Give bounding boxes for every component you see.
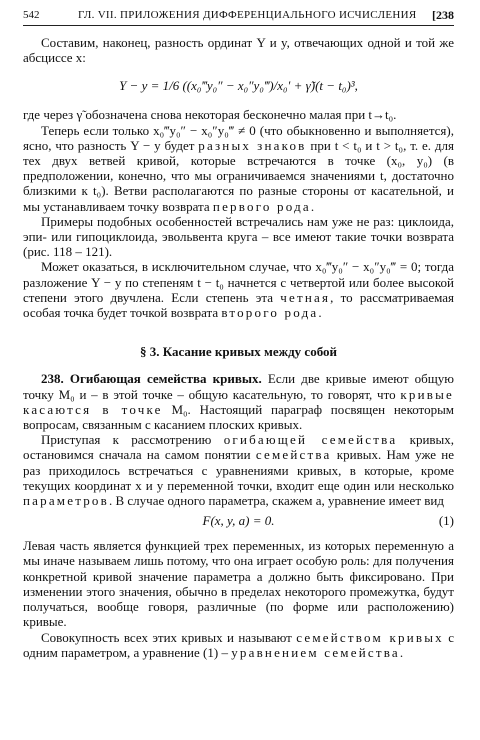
paragraph: Совокупность всех этих кривых и называют семейством кривых с одним параметром, а уравнение (1) – уравнением семейства. — [23, 629, 455, 660]
emphasis-spaced: огибающей семейства — [223, 432, 398, 448]
equation-1 — [23, 513, 454, 533]
emphasis-spaced: четная — [280, 289, 331, 305]
section-heading: § 3. Касание кривых между собой — [139, 344, 338, 360]
emphasis-spaced: первого рода — [212, 198, 311, 214]
text-run: кривых. Нам уже не раз приходилось встречаться с уравнениями кривых, в которые, кроме текущих координат x и y переменной точки, входит еще один или несколько — [23, 447, 455, 493]
page-header — [23, 8, 454, 24]
paragraph: Теперь если только x₀‴y₀″ − x₀″y₀‴ ≠ 0 (что обыкновенно и выполняется), ясно, что разность Y − y будет разных знаков при t < t₀ и t > t₀, т. е. для тех двух ветвей кривой, которые встречаются в точке (x₀, y₀) (в предположении, конечно, что мы ограничиваемся значениями t, достаточно близкими к t₀). Ветви располагаются по разные стороны от касательной, и мы устанавливаем точку возврата первого рода. — [23, 122, 454, 214]
page-number: 542 — [23, 9, 40, 21]
text-run: M₀. Настоящий параграф посвящен некоторым вопросам, связанным с касанием плоских кривых. — [23, 401, 455, 433]
paragraph: где через γ̃ обозначена снова некоторая бесконечно малая при t→t₀. — [23, 107, 397, 123]
formula-ordinate-difference — [23, 71, 454, 101]
text-run: , то рассматриваемая особая точка будет точкой возврата — [23, 289, 454, 321]
paragraph — [23, 432, 454, 508]
emphasis-spaced: параметров — [23, 493, 109, 509]
text-run: Может оказаться, в исключительном случае, что x₀‴y₀″ − x₀″y₀‴ = 0; тогда разложение Y − y по степеням t − t₀ начнется с четвертой или более высокой степени этого двучлена. Если степень эта — [23, 259, 454, 305]
page-body — [23, 35, 454, 660]
emphasis-spaced: кривые касаются в точке — [23, 386, 454, 417]
paragraph: Составим, наконец, разность ординат Y и y, отвечающих одной и той же абсциссе x: — [23, 35, 454, 66]
header-rule — [23, 25, 454, 26]
equation-number: (1) — [438, 513, 454, 529]
running-title: ГЛ. VII. ПРИЛОЖЕНИЯ ДИФФЕРЕНЦИАЛЬНОГО ИСЧИСЛЕНИЯ — [78, 9, 417, 21]
emphasis-spaced: семейства — [255, 447, 332, 463]
paragraph: Левая часть является функцией трех переменных, из которых переменную a мы иначе называем лишь потому, что она играет особую роль: для получения конкретной кривой значение параметра a должно быть фиксировано. При изменении этого значения, обычно в пределах некоторого промежутка, будут получаться, вообще говоря, различные (по форме или расположению) кривые. — [23, 538, 454, 630]
equation-text: F(x, y, a) = 0. — [202, 513, 275, 529]
text-run: . В случае одного параметра, скажем a, уравнение имеет вид — [108, 493, 444, 509]
text-run: Теперь если только x₀‴y₀″ − x₀″y₀‴ ≠ 0 (что обыкновенно и выполняется), ясно, что разность Y − y будет — [23, 122, 454, 153]
section-reference: [238 — [432, 8, 454, 22]
emphasis-spaced: семейством кривых — [296, 629, 444, 645]
text-run: с одним параметром, а уравнение (1) – — [23, 629, 455, 660]
emphasis-spaced: разных знаков — [198, 137, 307, 153]
paragraph: Может оказаться, в исключительном случае, что x₀‴y₀″ − x₀″y₀‴ = 0; тогда разложение Y − y по степеням t − t₀ начнется с четвертой или более высокой степени этого двучлена. Если степень эта четная, то рассматриваемая особая точка будет точкой возврата второго рода. — [23, 259, 454, 321]
emphasis-spaced: второго рода — [221, 305, 319, 321]
paragraph: Примеры подобных особенностей встречались нам уже не раз: циклоида, эпи- или гипоциклоида, эвольвента круга – все имеют такие точки возврата (рис. 118 – 121). — [23, 213, 454, 260]
text-run: кривых, остановимся сначала на самом понятии — [23, 432, 455, 463]
paragraph — [23, 371, 454, 432]
text-run: при t < t₀ и t > t₀, т. е. для тех двух ветвей кривой, которые встречаются в точке (x₀, y₀) (в предположении, конечно, что мы ограничиваемся значениями t, достаточно близкими к t₀). Ветви располагаются по разные стороны от касательной, и мы устанавливаем точку возврата — [23, 137, 454, 214]
text-run: Если две кривые имеют общую точку M₀ и – в этой точке – общую касательную, то говорят, что — [23, 371, 455, 402]
text-run: Приступая к рассмотрению — [41, 432, 212, 448]
emphasis-spaced: уравнением семейства — [231, 644, 400, 660]
subsection-title: 238. Огибающая семейства кривых. — [41, 371, 262, 387]
formula-text: Y − y = 1/6 ((x₀‴y₀″ − x₀″y₀‴)/x₀′ + γ̃)(t − t₀)³, — [119, 78, 358, 94]
text-run: Совокупность всех этих кривых и называют — [41, 629, 292, 645]
